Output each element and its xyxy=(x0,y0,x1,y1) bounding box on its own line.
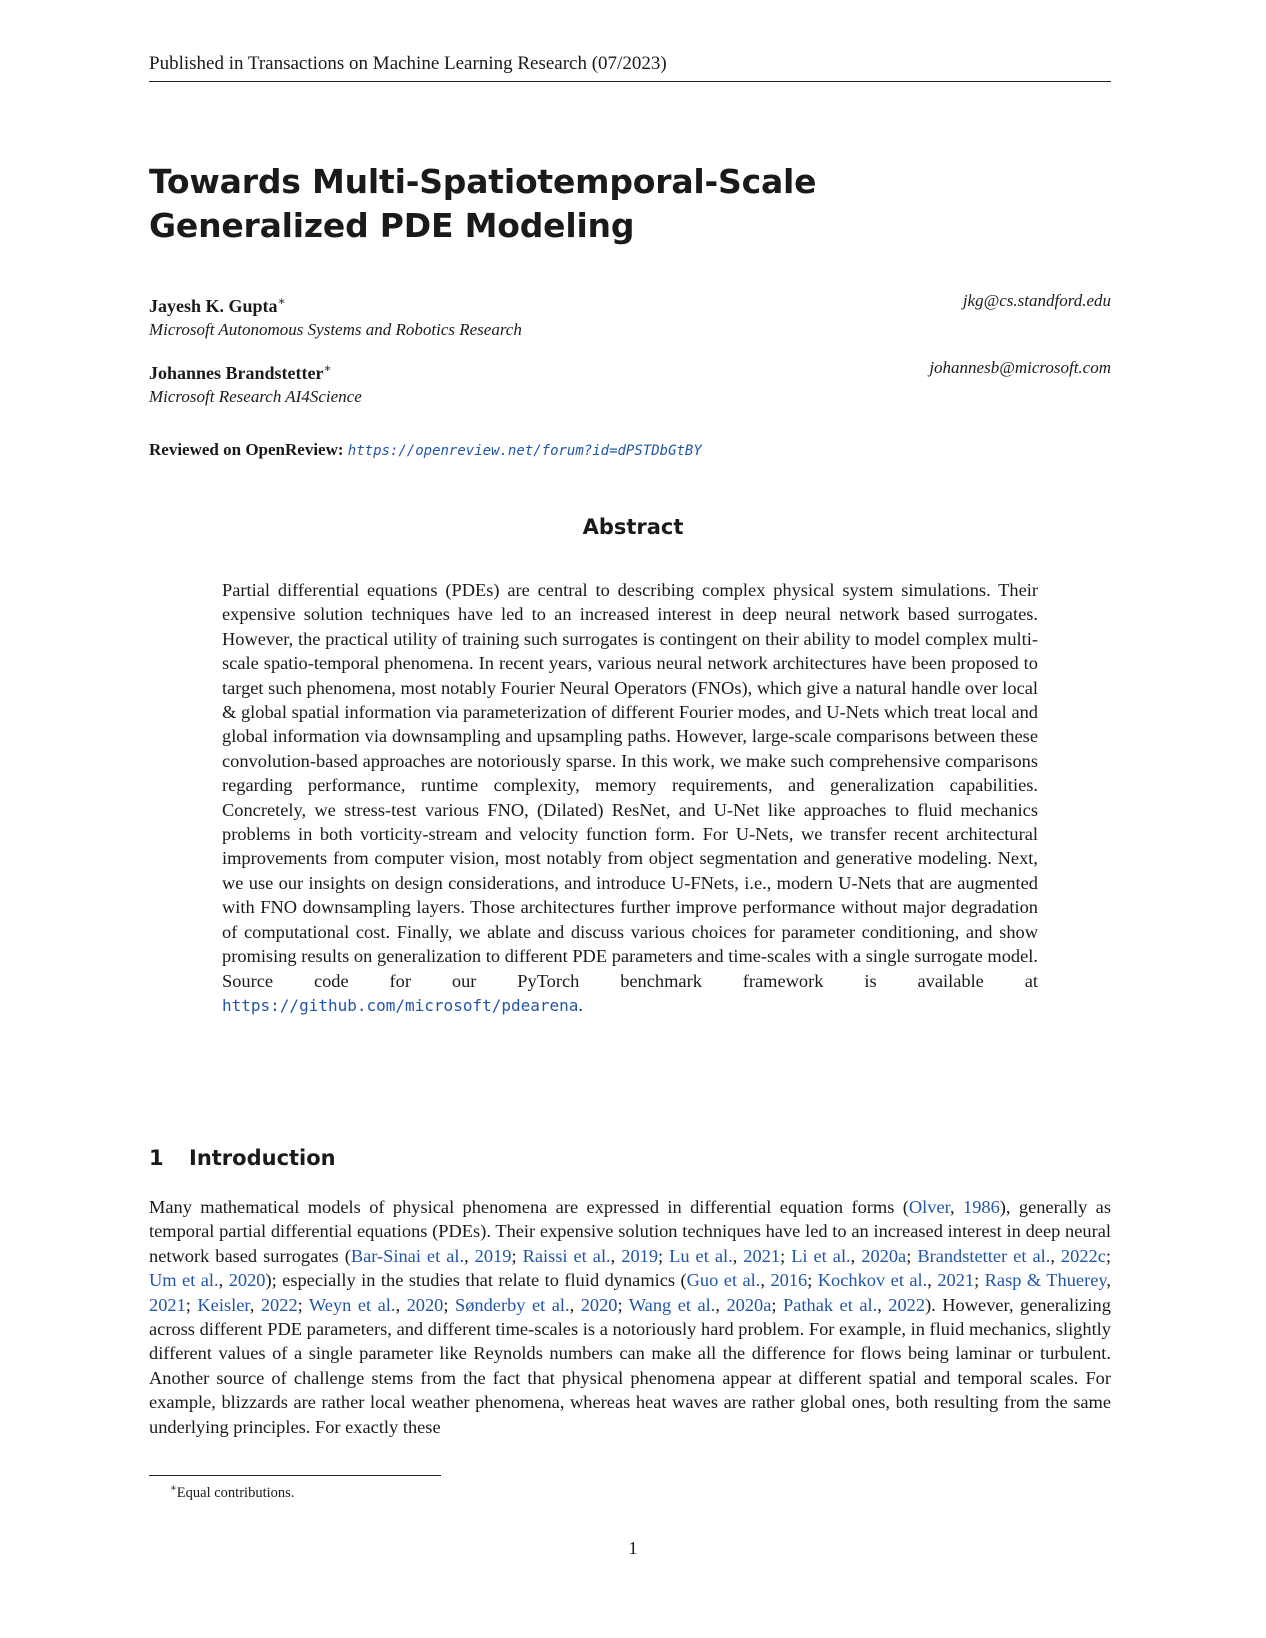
intro-text-run: , xyxy=(610,1245,622,1266)
citation-link[interactable]: Olver xyxy=(908,1197,951,1217)
title-line-1: Towards Multi-Spatiotemporal-Scale xyxy=(149,162,817,201)
intro-text-run: , xyxy=(395,1294,407,1315)
author-name: Jayesh K. Gupta∗ xyxy=(149,294,286,316)
section-heading-introduction: 1 Introduction xyxy=(149,1146,336,1170)
citation-link[interactable]: Li et al. xyxy=(791,1245,851,1266)
code-link[interactable]: https://github.com/microsoft/pdearena xyxy=(222,995,579,1015)
intro-text-run: ; xyxy=(511,1245,523,1266)
running-header: Published in Transactions on Machine Learning Research (07/2023) xyxy=(149,53,1111,82)
intro-text-run: ), generally as temporal partial differential equations (PDEs). Their expensive solution techniques have led to an increased interest in deep neural network based surrogates ( xyxy=(149,1197,1111,1266)
intro-text-run: ; xyxy=(780,1245,792,1266)
abstract-text: Partial differential equations (PDEs) are central to describing complex physical system simulations. Their expensive solution techniques have led to an increased interest in deep neural network based surrogates. However, the practical utility of training such surrogates is contingent on their ability to model complex multi-scale spatio-temporal phenomena. In recent years, various neural network architectures have been proposed to target such phenomena, most notably Fourier Neural Operators (FNOs), which give a natural handle over local & global spatial information via parameterization of different Fourier modes, and U-Nets which treat local and global information via downsampling and upsampling paths. However, large-scale comparisons between these convolution-based approaches are notoriously sparse. In this work, we make such comprehensive comparisons regarding performance, runtime complexity, memory requirements, and generalization capabilities. Concretely, we stress-test various FNO, (Dilated) ResNet, and U-Net like approaches to fluid mechanics problems in both vorticity-stream and velocity function form. For U-Nets, we transfer recent architectural improvements from computer vision, most notably from object segmentation and generative modeling. Next, we use our insights on design considerations, and introduce U-FNets, i.e., modern U-Nets that are augmented with FNO downsampling layers. Those architectures further improve performance without major degradation of computational cost. Finally, we ablate and discuss various choices for parameter conditioning, and show promising results on generalization to different PDE parameters and time-scales with a single surrogate model. Source code for our PyTorch benchmark framework is available at https://github.com/microsoft/pdearena. xyxy=(222,580,1038,1015)
author-block-1 xyxy=(149,289,1111,341)
citation-link[interactable]: Rasp & Thuerey xyxy=(984,1270,1107,1291)
introduction-paragraph xyxy=(149,1195,1111,1439)
intro-text-run: ; xyxy=(807,1270,818,1291)
citation-link[interactable]: 2020 xyxy=(228,1270,266,1291)
citation-link[interactable]: Weyn et al. xyxy=(308,1294,396,1315)
citation-link[interactable]: 1986 xyxy=(963,1197,1000,1217)
author-affiliation: Microsoft Autonomous Systems and Robotics Research xyxy=(149,320,522,339)
intro-text-run: , xyxy=(218,1270,229,1291)
review-label: Reviewed on OpenReview: xyxy=(149,440,344,459)
footnote: ∗Equal contributions. xyxy=(170,1483,295,1501)
citation-link[interactable]: Um et al. xyxy=(149,1270,219,1291)
intro-text-run: ; xyxy=(974,1270,985,1291)
author-email[interactable]: johannesb@microsoft.com xyxy=(929,358,1111,377)
citation-link[interactable]: 2022c xyxy=(1060,1245,1106,1266)
citation-link[interactable]: Raissi et al. xyxy=(522,1245,611,1266)
citation-link[interactable]: Bar-Sinai et al. xyxy=(350,1245,465,1266)
citation-link[interactable]: Brandstetter et al. xyxy=(917,1245,1051,1266)
intro-text-run: ; xyxy=(185,1294,198,1315)
intro-text-run: , xyxy=(927,1270,938,1291)
title-line-2: Generalized PDE Modeling xyxy=(149,206,635,245)
intro-text-run: ; xyxy=(297,1294,309,1315)
citation-link[interactable]: 2021 xyxy=(149,1294,186,1315)
intro-text-run: , xyxy=(464,1245,475,1266)
citation-link[interactable]: Lu et al. xyxy=(669,1245,733,1266)
citation-link[interactable]: 2016 xyxy=(770,1270,808,1291)
citation-link[interactable]: 2020 xyxy=(406,1294,444,1315)
citation-link[interactable]: Sønderby et al. xyxy=(454,1294,570,1315)
citation-link[interactable]: 2020a xyxy=(726,1294,772,1315)
intro-text-run: ; xyxy=(617,1294,629,1315)
intro-text-run: Many mathematical models of physical phenomena are expressed in differential equation forms ( xyxy=(149,1197,909,1217)
page-number: 1 xyxy=(628,1538,638,1558)
citation-link[interactable]: 2021 xyxy=(937,1270,975,1291)
intro-text-run: ). However, generalizing across different PDE parameters, and different time-scales is a notoriously hard problem. For example, in fluid mechanics, slightly different values of a single parameter like Reynolds numbers can make all the difference for flows being laminar or turbulent. Another source of challenge stems from the fact that physical phenomena appear at different spatial and temporal scales. For example, blizzards are rather local weather phenomena, whereas heat waves are rather global ones, both resulting from the same underlying principles. For exactly these xyxy=(149,1294,1111,1437)
intro-text-run: , xyxy=(877,1294,889,1315)
intro-text-run: , xyxy=(715,1294,727,1315)
citation-link[interactable]: Kochkov et al. xyxy=(817,1270,928,1291)
intro-text-run: ; xyxy=(906,1245,918,1266)
citation-link[interactable]: Guo et al. xyxy=(686,1270,761,1291)
author-name: Johannes Brandstetter∗ xyxy=(149,361,332,383)
author-email[interactable]: jkg@cs.standford.edu xyxy=(962,291,1111,310)
citation-link[interactable]: Keisler xyxy=(197,1294,250,1315)
intro-text-run: , xyxy=(950,1197,963,1217)
citation-link[interactable]: Wang et al. xyxy=(628,1294,716,1315)
citation-link[interactable]: Pathak et al. xyxy=(783,1294,878,1315)
intro-text-run: , xyxy=(1050,1245,1061,1266)
citation-link[interactable]: 2020a xyxy=(861,1245,907,1266)
openreview-link[interactable]: https://openreview.net/forum?id=dPSTDbGtBY xyxy=(347,443,702,459)
intro-text-run: , xyxy=(732,1245,744,1266)
equal-contribution-mark: ∗ xyxy=(277,294,286,308)
equal-contribution-mark: ∗ xyxy=(323,361,332,375)
intro-text-run: ; xyxy=(443,1294,455,1315)
author-affiliation: Microsoft Research AI4Science xyxy=(149,387,362,406)
citation-link[interactable]: 2021 xyxy=(743,1245,781,1266)
review-line xyxy=(149,438,702,463)
section-number: 1 xyxy=(149,1146,164,1170)
citation-link[interactable]: 2019 xyxy=(621,1245,659,1266)
abstract-heading: Abstract xyxy=(582,515,684,539)
citation-link[interactable]: 2022 xyxy=(260,1294,298,1315)
intro-text-run: ; xyxy=(1105,1245,1111,1266)
paper-title xyxy=(149,160,1109,248)
author-block-2 xyxy=(149,356,1111,408)
citation-link[interactable]: 2019 xyxy=(474,1245,512,1266)
intro-text-run: ); especially in the studies that relate to fluid dynamics ( xyxy=(265,1270,687,1291)
citation-link[interactable]: 2020 xyxy=(580,1294,618,1315)
intro-text-run: , xyxy=(760,1270,771,1291)
intro-text-run: ; xyxy=(658,1245,670,1266)
footnote-rule xyxy=(149,1475,441,1476)
intro-text-run: ; xyxy=(771,1294,783,1315)
intro-text-run: , xyxy=(1106,1270,1111,1291)
intro-text-run: , xyxy=(569,1294,581,1315)
intro-text-run: , xyxy=(249,1294,261,1315)
intro-text-run: , xyxy=(850,1245,862,1266)
citation-link[interactable]: 2022 xyxy=(888,1294,926,1315)
